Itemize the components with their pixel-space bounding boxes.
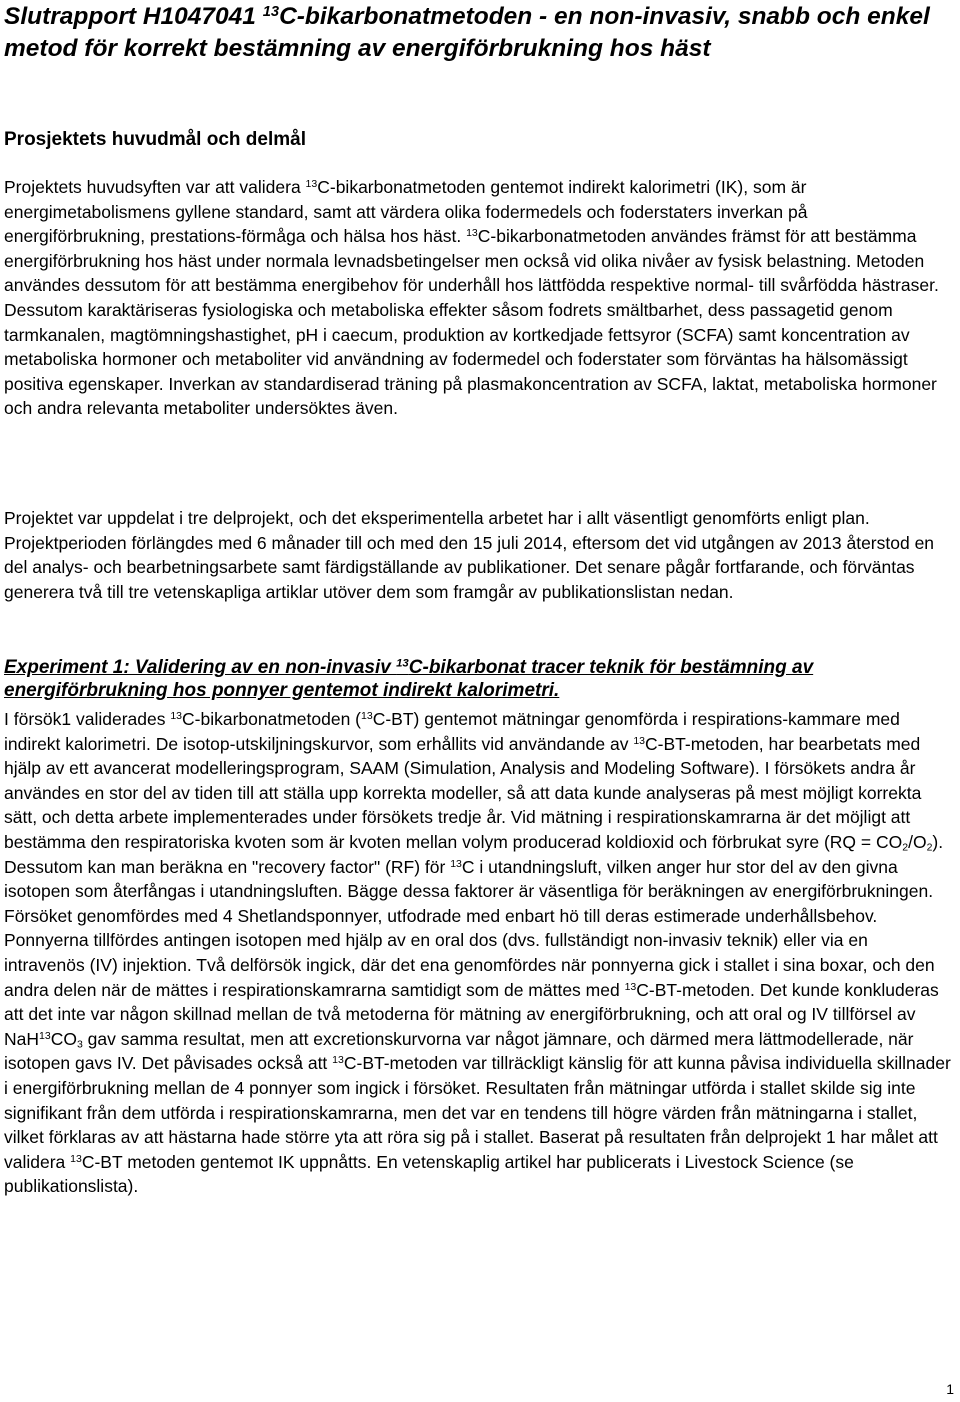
experiment-1-heading (4, 656, 952, 702)
experiment-1-heading-underlined (4, 657, 813, 701)
superscript: 13 (305, 178, 318, 191)
paragraph-project-status: Projektet var uppdelat i tre delprojekt, och det eksperimentella arbetet har i allt väsentligt genomförts enligt plan. Projektperioden förlängdes med 6 månader till och med den 15 juli 2014, eftersom det vid utgången av 2013 återstod en del analys- och bearbetningsarbete samt färdigställande av publikationer. Det senare pågår fortfarande, och förväntas generera två till tre vetenskapliga artiklar utöver dem som framgår av publikationslistan nedan. (4, 508, 935, 602)
paragraph-text: /O (908, 831, 927, 852)
heading-text: Experiment 1: Validering av en non-invasiv (4, 657, 397, 678)
report-title (4, 0, 954, 65)
subscript: 2 (902, 841, 909, 854)
superscript: 13 (361, 710, 373, 723)
title-text: Slutrapport H1047041 (4, 3, 263, 30)
paragraph-text: C-BT metoden gentemot IK uppnåtts. En vetenskaplig artikel har publicerats i Livestock Science (se publikationslista). (4, 1151, 854, 1197)
superscript: 13 (332, 1054, 344, 1067)
paragraph-text: C-bikarbonatmetoden ( (182, 709, 362, 729)
paragraph-text: C i utandningsluft, vilken anger hur stor del av den givna isotopen som återfångas i utandningsluften. Bägge dessa faktorer är väsentliga för beräkningen av energiförbrukningen. Försöket genomfördes med 4 Shetlandsponnyer, utfodrade med enbart hö till deras estimerade underhållsbehov. Ponnyerna tillfördes antingen isotopen med hjälp av en oral dos (dvs. fullständigt non-invasiv teknik) eller via en intravenös (IV) injektion. Två delförsök ingick, där det ena genomfördes när ponnyerna gick i stallet i sina boxar, och den andra delen när de mättes i respirationskamrarna samtidigt som de mättes med (4, 856, 935, 1000)
paragraph-text: Projektets huvudsyften var att validera (4, 177, 306, 197)
paragraph-text: ). Dessutom kan man beräkna en "recovery factor" (RF) för (4, 831, 944, 877)
paragraph-text: C-bikarbonatmetoden användes främst för att bestämma energiförbrukning hos häst under normala levnadsbetingelser men också vid olika nivåer av fysisk belastning. Metoden användes dessutom för att bestämma energibehov för underhåll hos lättfödda respektive normal- till svårfödda hästraser. Dessutom karaktäriseras fysiologiska och metaboliska effekter såsom fodrets smältbarhet, dess passagetid genom tarmkanalen, magtömningshastighet, pH i caecum, produktion av kortkedjade fettsyror (SCFA) samt koncentration av metaboliska hormoner och metaboliter vid användning av fodermedel och foderstater som förväntas ha hälsomässigt positiva egenskaper. Inverkan av standardiserad träning på plasmakoncentration av SCFA, laktat, metaboliska hormoner och andra relevanta metaboliter undersöktes även. (4, 226, 939, 419)
paragraph-text: C-BT-metoden. Det kunde konkluderas att det inte var någon skillnad mellan de två metoderna för mätning av energiförbrukning, och att oral og IV tillförsel av NaH (4, 979, 939, 1049)
paragraph-experiment-1 (4, 707, 952, 1199)
superscript: 13 (39, 1029, 51, 1042)
superscript: 13 (633, 734, 645, 747)
subscript: 2 (926, 841, 933, 854)
paragraph-text: gav samma resultat, men att excretionskurvorna var något jämnare, och därmed mera lättmodellerade, när isotopen gavs IV. Det påvisades också att (4, 1028, 914, 1074)
superscript: 13 (170, 710, 183, 723)
paragraph-text: C-BT) gentemot mätningar genomförda i respirations-kammare med indirekt kalorimetri. De isotop-utskiljningskurvor, som erhållits vid användande av (4, 709, 900, 754)
paragraph-aims (4, 175, 952, 421)
paragraph-text: C-BT-metoden var tillräckligt känslig för att kunna påvisa individuella skillnader i energiförbrukning mellan de 4 ponnyer som ingick i försöket. Resultaten från mätningar utförda i stallet skilde sig inte signifikant från dem utförda i respirationskamrarna, men det var en tendens till högre värden från mätningarna i stallet, vilket förklaras av att hästarna hade större yta att röra sig på i stallet. Baserat på resultaten från delprojekt 1 har målet att validera (4, 1053, 951, 1172)
section-heading: Prosjektets huvudmål och delmål (4, 129, 306, 150)
paragraph-text: CO (50, 1028, 77, 1049)
document-page (4, 0, 954, 1197)
paragraph-text: C-BT-metoden, har bearbetats med hjälp av ett avancerat modelleringsprogram, SAAM (Simulation, Analysis and Modeling Software). I försökets andra år användes en stor del av tiden till att ställa upp korrekta modeller, så att data kunde analyseras på mest möjligt korrekta sätt, och detta arbete implementerades under försökets tredje år. Vid mätning i respirationskamrarna är det möjligt att bestämma den respiratoriska kvoten som är kvoten mellan volym producerad koldioxid och förbrukat syre (RQ = CO (4, 733, 922, 852)
paragraph-text: I försök1 validerades (4, 709, 171, 729)
superscript: 13 (624, 980, 637, 993)
superscript: 13 (70, 1152, 82, 1165)
paragraph-text: C-bikarbonatmetoden gentemot indirekt kalorimetri (IK), som är energimetabolismens gyllene standard, samt att värdera olika fodermedels och foderstaters inverkan på energiförbrukning, prestations-förmåga och hälsa hos häst. (4, 177, 808, 247)
title-text-continued: C-bikarbonatmetoden - en non-invasiv, snabb och enkel metod för korrekt bestämning av energiförbrukning hos häst (4, 3, 930, 62)
heading-text: C-bikarbonat tracer teknik för bestämning av energiförbrukning hos ponnyer gentemot indirekt kalorimetri. (4, 657, 814, 701)
superscript: 13 (396, 657, 409, 670)
superscript: 13 (450, 857, 462, 870)
subscript: 3 (76, 1038, 83, 1051)
title-superscript: 13 (262, 3, 280, 20)
page-number: 1 (946, 1381, 954, 1397)
superscript: 13 (466, 227, 478, 240)
